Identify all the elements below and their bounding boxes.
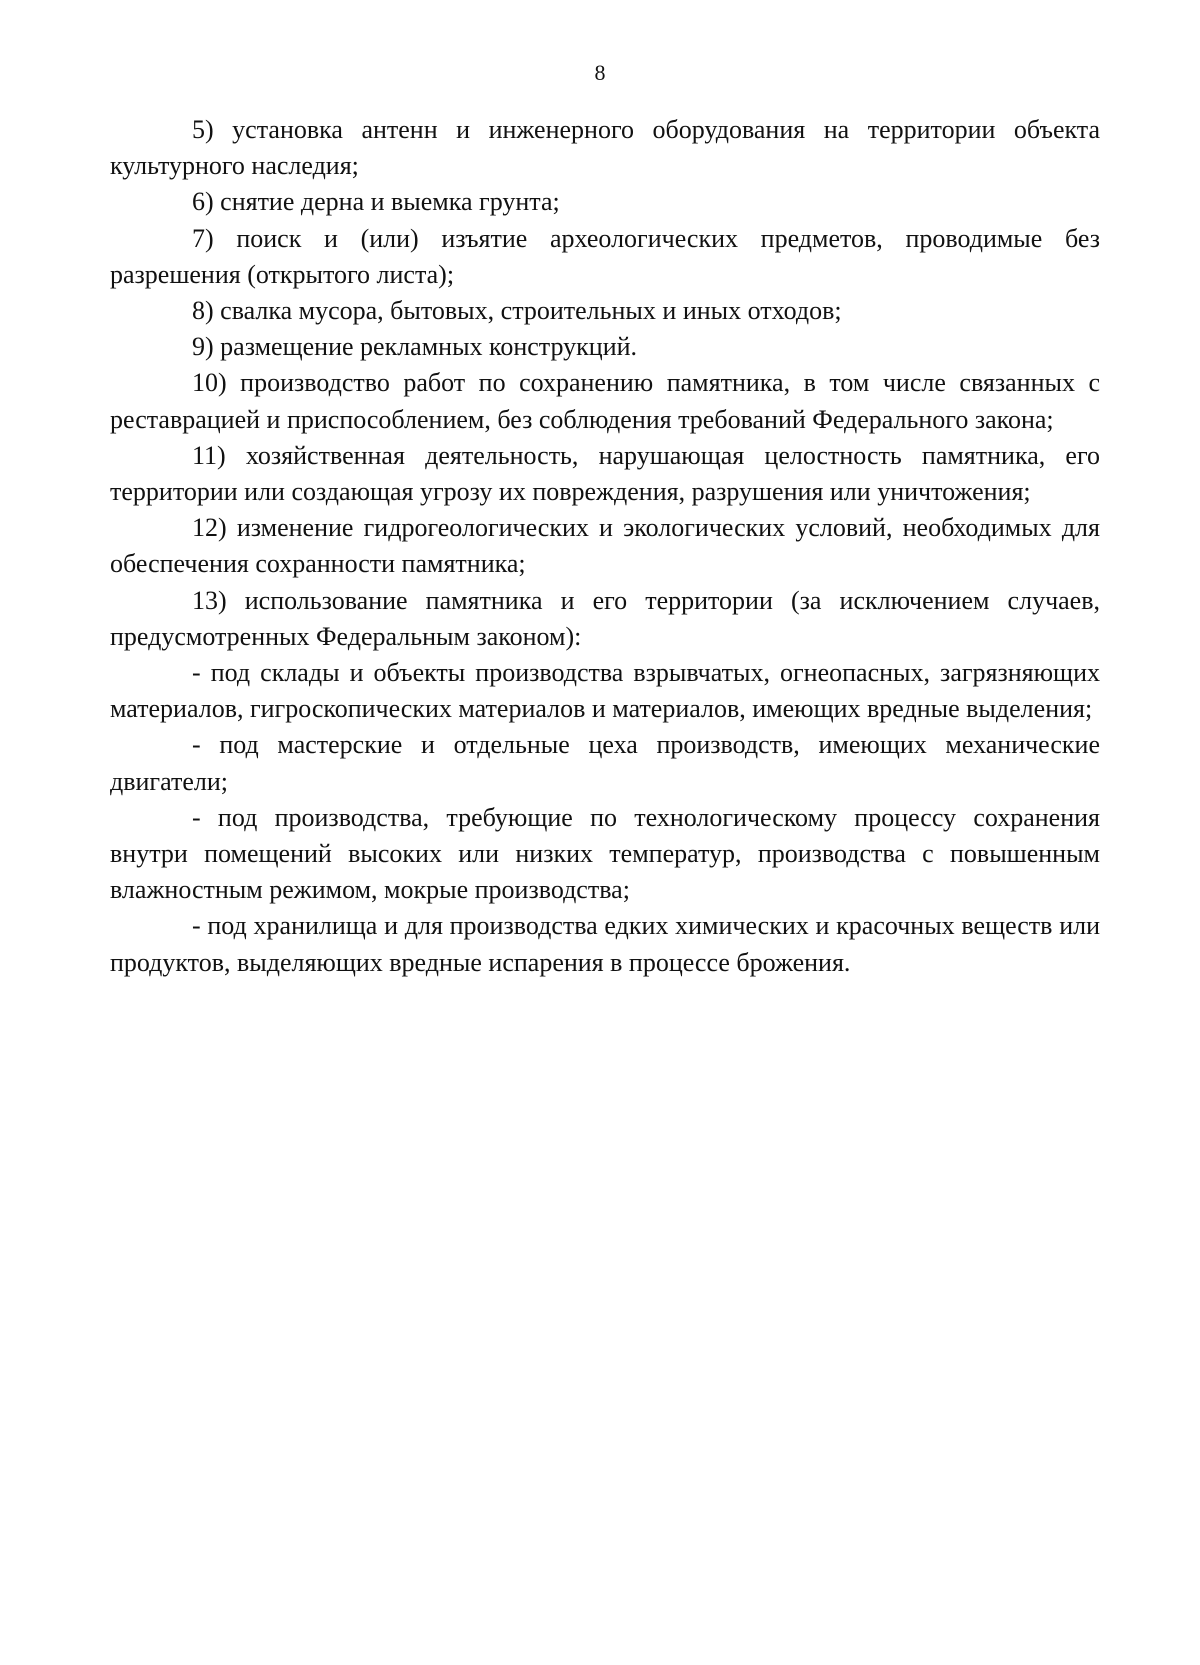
list-item-11: 11) хозяйственная деятельность, нарушающая целостность памятника, его территории или создающая угрозу их повреждения, разрушения или уничтожения;	[110, 440, 1100, 507]
page-number: 8	[594, 60, 606, 85]
list-item-5: 5) установка антенн и инженерного оборудования на территории объекта культурного наследия;	[110, 115, 1100, 181]
document-body	[110, 112, 1100, 981]
list-item-8: 8) свалка мусора, бытовых, строительных и иных отходов;	[192, 296, 842, 326]
list-item-10: 10) производство работ по сохранению памятника, в том числе связанных с реставрацией и приспособлением, без соблюдения требований Федерального закона;	[110, 368, 1100, 434]
sub-item-temperature-productions: - под производства, требующие по технологическому процессу сохранения внутри помещений высоких или низких температур, производства с повышенным влажностным режимом, мокрые производства;	[110, 802, 1100, 905]
list-item-6: 6) снятие дерна и выемка грунта;	[192, 187, 560, 217]
list-item-13: 13) использование памятника и его территории (за исключением случаев, предусмотренных Федеральным законом):	[110, 585, 1100, 651]
list-item-7: 7) поиск и (или) изъятие археологических предметов, проводимые без разрешения (открытого листа);	[110, 223, 1100, 289]
sub-item-workshops: - под мастерские и отдельные цеха производств, имеющих механические двигатели;	[110, 730, 1100, 796]
sub-item-warehouses: - под склады и объекты производства взрывчатых, огнеопасных, загрязняющих материалов, гигроскопических материалов и материалов, имеющих вредные выделения;	[110, 658, 1100, 724]
sub-item-chemical-storage: - под хранилища и для производства едких химических и красочных веществ или продуктов, выделяющих вредные испарения в процессе брожения.	[110, 911, 1100, 977]
list-item-12: 12) изменение гидрогеологических и экологических условий, необходимых для обеспечения сохранности памятника;	[110, 513, 1100, 579]
list-item-9: 9) размещение рекламных конструкций.	[192, 332, 638, 362]
